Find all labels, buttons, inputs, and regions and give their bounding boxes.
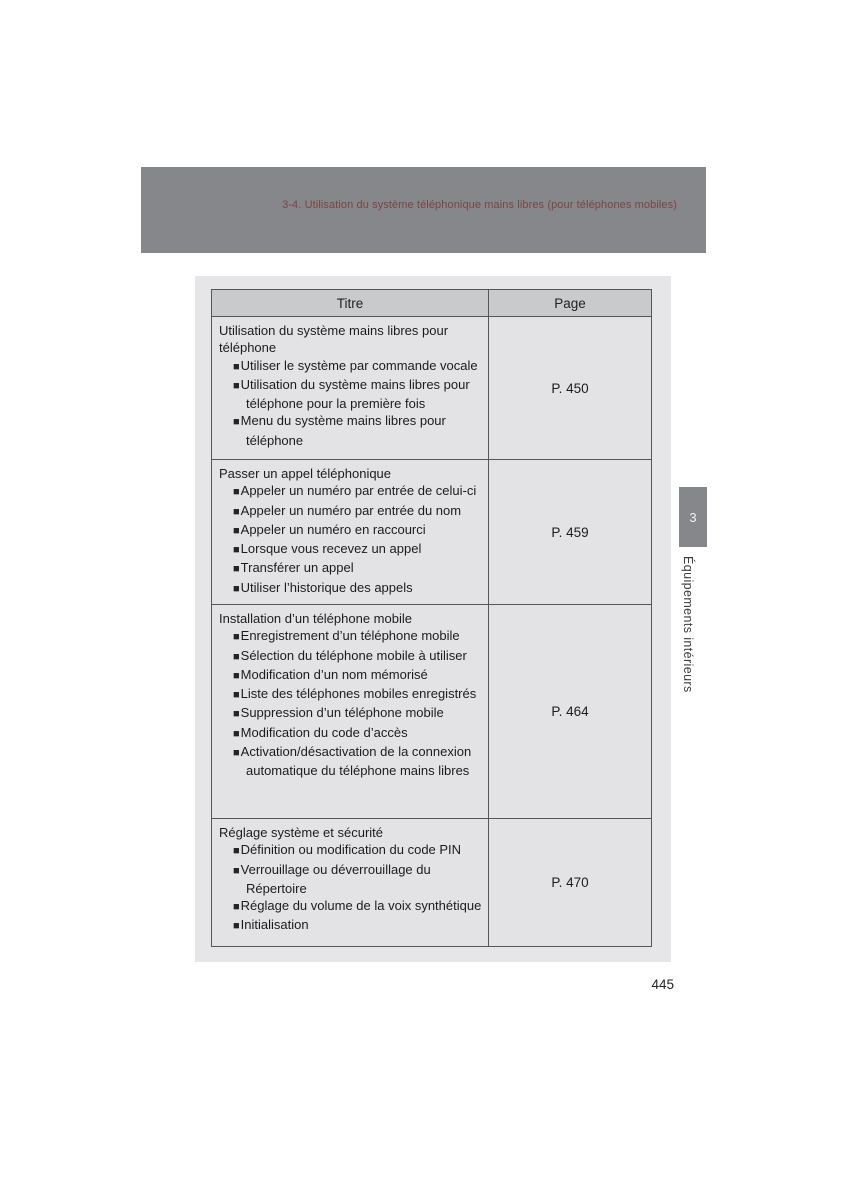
table-row bbox=[212, 819, 651, 946]
row-page-ref: P. 450 bbox=[551, 380, 589, 396]
toc-table bbox=[211, 289, 652, 947]
bullet-square-icon: ■ bbox=[233, 582, 240, 595]
bullet-square-icon: ■ bbox=[233, 669, 240, 682]
row-page-cell bbox=[489, 317, 651, 459]
row-page-cell bbox=[489, 460, 651, 604]
bullet-item bbox=[233, 559, 482, 578]
bullet-item bbox=[233, 685, 482, 704]
row-title-cell bbox=[212, 460, 489, 604]
bullet-item bbox=[233, 376, 482, 413]
row-title: Utilisation du système mains libres pour téléphone bbox=[219, 323, 449, 356]
bullet-item bbox=[233, 916, 482, 935]
row-title-cell bbox=[212, 605, 489, 818]
bullet-square-icon: ■ bbox=[233, 689, 240, 702]
bullet-text: Utiliser le système par commande vocale bbox=[240, 357, 478, 373]
chapter-tab bbox=[679, 487, 707, 547]
bullet-square-icon: ■ bbox=[233, 708, 240, 721]
bullet-square-icon: ■ bbox=[233, 379, 240, 392]
bullet-text: Transférer un appel bbox=[240, 560, 354, 576]
row-title-cell bbox=[212, 819, 489, 946]
row-page-ref: P. 470 bbox=[551, 875, 589, 890]
bullet-square-icon: ■ bbox=[233, 416, 240, 429]
bullet-text: Initialisation bbox=[240, 917, 309, 933]
bullet-text: Appeler un numéro en raccourci bbox=[240, 521, 426, 537]
chapter-vertical-label: Équipements intérieurs bbox=[681, 556, 695, 693]
bullet-square-icon: ■ bbox=[233, 524, 240, 537]
bullet-item bbox=[233, 897, 482, 916]
bullet-item bbox=[233, 743, 482, 780]
bullet-square-icon: ■ bbox=[233, 650, 240, 663]
bullet-square-icon: ■ bbox=[233, 631, 240, 644]
bullet-item bbox=[233, 357, 482, 376]
bullet-square-icon: ■ bbox=[233, 505, 240, 518]
bullet-text: Définition ou modification du code PIN bbox=[240, 842, 462, 858]
bullet-square-icon: ■ bbox=[233, 920, 240, 933]
bullet-square-icon: ■ bbox=[233, 747, 240, 760]
bullet-text: Suppression d’un téléphone mobile bbox=[240, 705, 444, 721]
row-page-ref: P. 459 bbox=[551, 524, 589, 540]
bullet-square-icon: ■ bbox=[233, 544, 240, 557]
bullet-square-icon: ■ bbox=[233, 727, 240, 740]
bullet-text: Modification du code d’accès bbox=[240, 724, 408, 740]
bullet-text: Modification d’un nom mémorisé bbox=[240, 666, 428, 682]
bullet-square-icon: ■ bbox=[233, 360, 240, 373]
bullet-text: Liste des téléphones mobiles enregistrés bbox=[240, 686, 477, 702]
bullet-item bbox=[233, 502, 482, 521]
bullet-item bbox=[233, 521, 482, 540]
chapter-tab-number: 3 bbox=[689, 509, 697, 525]
row-bullets bbox=[233, 841, 482, 935]
table-row bbox=[212, 460, 651, 605]
bullet-item bbox=[233, 579, 482, 598]
bullet-text: Verrouillage ou déverrouillage du Répertoire bbox=[240, 861, 431, 896]
bullet-text: Sélection du téléphone mobile à utiliser bbox=[240, 647, 467, 663]
bullet-item bbox=[233, 627, 482, 646]
bullet-text: Appeler un numéro par entrée de celui-ci bbox=[240, 483, 477, 499]
toc-rows bbox=[212, 317, 651, 946]
row-bullets bbox=[233, 482, 482, 598]
bullet-text: Activation/désactivation de la connexion automatique du téléphone mains libres bbox=[240, 744, 472, 779]
row-bullets bbox=[233, 627, 482, 779]
section-header-title: 3-4. Utilisation du système téléphonique mains libres (pour téléphones mobiles) bbox=[282, 199, 677, 211]
bullet-item bbox=[233, 724, 482, 743]
row-title: Passer un appel téléphonique bbox=[219, 466, 392, 481]
row-bullets bbox=[233, 357, 482, 449]
row-title-cell bbox=[212, 317, 489, 459]
bullet-square-icon: ■ bbox=[233, 901, 240, 914]
column-header-page: Page bbox=[554, 295, 586, 311]
bullet-item bbox=[233, 666, 482, 685]
table-row bbox=[212, 605, 651, 819]
bullet-text: Utiliser l’historique des appels bbox=[240, 579, 413, 595]
bullet-text: Appeler un numéro par entrée du nom bbox=[240, 502, 462, 518]
bullet-text: Enregistrement d’un téléphone mobile bbox=[240, 628, 460, 644]
toc-table-header-row bbox=[212, 290, 651, 317]
bullet-item bbox=[233, 841, 482, 860]
bullet-item bbox=[233, 861, 482, 898]
bullet-text: Menu du système mains libres pour téléphone bbox=[240, 413, 446, 448]
bullet-square-icon: ■ bbox=[233, 563, 240, 576]
bullet-text: Utilisation du système mains libres pour téléphone pour la première fois bbox=[240, 376, 470, 412]
table-row bbox=[212, 317, 651, 460]
bullet-square-icon: ■ bbox=[233, 845, 240, 858]
bullet-item bbox=[233, 647, 482, 666]
row-page-cell bbox=[489, 605, 651, 818]
column-header-titre: Titre bbox=[212, 290, 489, 316]
bullet-item bbox=[233, 540, 482, 559]
row-page-ref: P. 464 bbox=[551, 704, 589, 719]
row-page-cell bbox=[489, 819, 651, 946]
row-title: Réglage système et sécurité bbox=[219, 825, 384, 840]
bullet-text: Réglage du volume de la voix synthétique bbox=[240, 898, 482, 914]
bullet-item bbox=[233, 412, 482, 449]
section-header-bar bbox=[141, 167, 706, 253]
toc-panel bbox=[195, 276, 671, 962]
row-title: Installation d’un téléphone mobile bbox=[219, 611, 412, 626]
bullet-square-icon: ■ bbox=[233, 486, 240, 499]
bullet-square-icon: ■ bbox=[233, 864, 240, 877]
page-number: 445 bbox=[651, 977, 674, 992]
bullet-item bbox=[233, 482, 482, 501]
bullet-text: Lorsque vous recevez un appel bbox=[240, 541, 422, 557]
bullet-item bbox=[233, 704, 482, 723]
